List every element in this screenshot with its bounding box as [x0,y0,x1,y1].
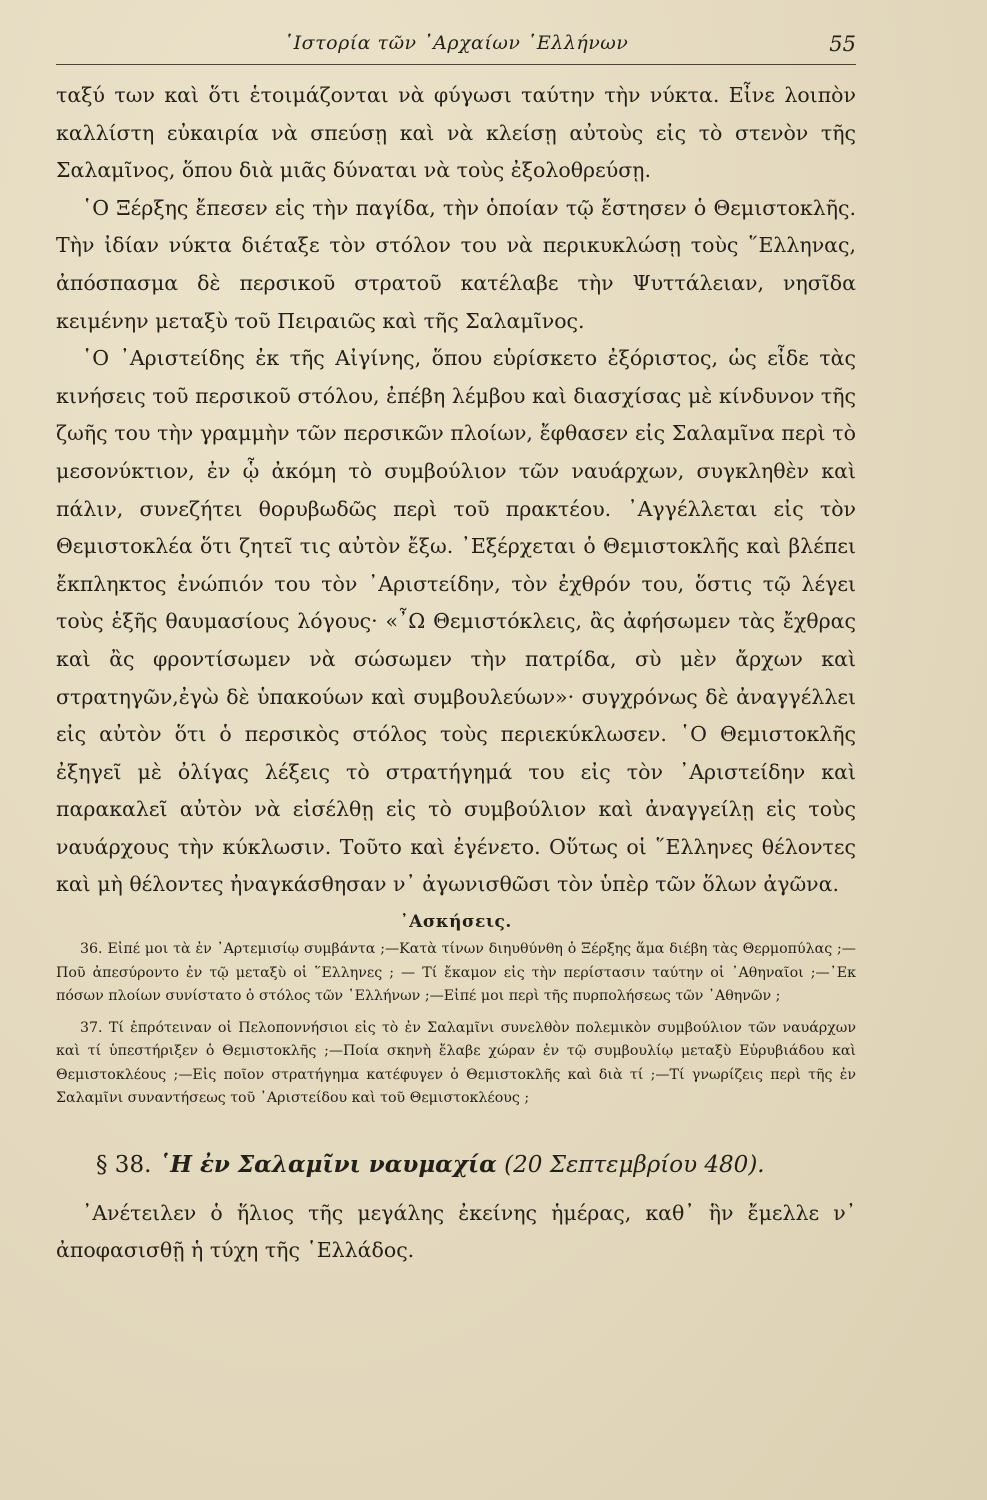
closing-paragraph: ᾿Ανέτειλεν ὁ ἥλιος τῆς μεγάλης ἐκείνης ἡμέρας, καθ᾿ ἣν ἔμελλε ν᾿ ἀποφασισθῇ ἡ τύχη τῆς ῾Ελλάδος. [56,1200,856,1262]
section-heading [96,1149,856,1181]
book-page [56,30,856,1269]
section-number: § 38. [96,1151,152,1178]
paragraph-3: ῾Ο ᾿Αριστείδης ἐκ τῆς Αἰγίνης, ὅπου εὑρίσκετο ἐξόριστος, ὡς εἶδε τὰς κινήσεις τοῦ περσικοῦ στόλου, ἐπέβη λέμβου καὶ διασχίσας μὲ κίνδυνον τῆς ζωῆς του τὴν γραμμὴν τῶν περσικῶν πλοίων, ἔφθασεν εἰς Σαλαμῖνα περὶ τὸ μεσονύκτιον, ἐν ᾧ ἀκόμη τὸ συμβούλιον τῶν ναυάρχων, συγκληθὲν καὶ πάλιν, συνεζήτει θορυβωδῶς περὶ τοῦ πρακτέου. ᾿Αγγέλλεται εἰς τὸν Θεμιστοκλέα ὅτι ζητεῖ τις αὐτὸν ἔξω. ᾿Εξέρχεται ὁ Θεμιστοκλῆς καὶ βλέπει ἔκπληκτος ἐνώπιόν του τὸν ᾿Αριστείδην, τὸν ἐχθρόν του, ὅστις τῷ λέγει τοὺς ἑξῆς θαυμασίους λόγους· «῏Ω Θεμιστόκλεις, ἂς ἀφήσωμεν τὰς ἔχθρας καὶ ἂς φροντίσωμεν νὰ σώσωμεν τὴν πατρίδα, σὺ μὲν ἄρχων καὶ στρατηγῶν,ἐγὼ δὲ ὑπακούων καὶ συμβουλεύων»· συγχρόνως δὲ ἀναγγέλλει εἰς αὐτὸν ὅτι ὁ περσικὸς στόλος τοὺς περιεκύκλωσεν. ῾Ο Θεμιστοκλῆς ἐξηγεῖ μὲ ὀλίγας λέξεις τὸ στρατήγημά του εἰς τὸν ᾿Αριστείδην καὶ παρακαλεῖ αὐτὸν νὰ εἰσέλθῃ εἰς τὸ συμβούλιον καὶ ἀναγγείλῃ εἰς τοὺς ναυάρχους τὴν κύκλωσιν. Τοῦτο καὶ ἐγένετο. Οὕτως οἱ ῞Ελληνες θέλοντες καὶ μὴ θέλοντες ἠναγκάσθησαν ν᾿ ἀγωνισθῶσι τὸν ὑπὲρ τῶν ὅλων ἀγῶνα. [56,346,856,897]
paragraph-1: ταξύ των καὶ ὅτι ἑτοιμάζονται νὰ φύγωσι ταύτην τὴν νύκτα. Εἶνε λοιπὸν καλλίστη εὐκαιρία νὰ σπεύσῃ καὶ νὰ κλείσῃ αὐτοὺς εἰς τὸ στενὸν τῆς Σαλαμῖνος, ὅπου διὰ μιᾶς δύναται νὰ τοὺς ἐξολοθρεύσῃ. [56,83,856,183]
running-head [56,30,856,65]
running-title: ῾Ιστορία τῶν ᾿Αρχαίων ῾Ελλήνων [283,32,629,54]
exercises-list [56,938,856,1111]
exercise-36: 36. Εἰπέ μοι τὰ ἐν ᾿Αρτεμισίῳ συμβάντα ;—Κατὰ τίνων διηυθύνθη ὁ Ξέρξης ἅμα διέβη τὰς Θερμοπύλας ;—Ποῦ ἀπεσύροντο ἐν τῷ μεταξὺ οἱ ῞Ελληνες ; — Τί ἔκαμον εἰς τὴν περίστασιν ταύτην οἱ ᾿Αθηναῖοι ;—᾿Εκ πόσων πλοίων συνίστατο ὁ στόλος τῶν ῾Ελλήνων ;—Εἰπέ μοι περὶ τῆς πυρπολήσεως τῶν ᾿Αθηνῶν ; [56,941,856,1005]
exercise-37: 37. Τί ἐπρότειναν οἱ Πελοποννήσιοι εἰς τὸ ἐν Σαλαμῖνι συνελθὸν πολεμικὸν συμβούλιον τῶν ναυάρχων καὶ τί ὑπεστήριξεν ὁ Θεμιστοκλῆς ;—Ποία σκηνὴ ἔλαβε χώραν ἐν τῷ συμβουλίῳ μεταξὺ Εὐρυβιάδου καὶ Θεμιστοκλέους ;—Εἰς ποῖον στρατήγημα κατέφυγεν ὁ Θεμιστοκλῆς καὶ διὰ τί ;—Τί γνωρίζεις περὶ τῆς ἐν Σαλαμῖνι συναντήσεως τοῦ ᾿Αριστείδου καὶ τοῦ Θεμιστοκλέους ; [56,1019,856,1107]
paragraph-2: ῾Ο Ξέρξης ἔπεσεν εἰς τὴν παγίδα, τὴν ὁποίαν τῷ ἔστησεν ὁ Θεμιστοκλῆς. Τὴν ἰδίαν νύκτα διέταξε τὸν στόλον του νὰ περικυκλώσῃ τοὺς ῞Ελληνας, ἀπόσπασμα δὲ περσικοῦ στρατοῦ κατέλαβε τὴν Ψυττάλειαν, νησῖδα κειμένην μεταξὺ τοῦ Πειραιῶς καὶ τῆς Σαλαμῖνος. [56,195,856,333]
section-date: (20 Σεπτεμβρίου 480). [504,1151,765,1178]
exercises-heading: ᾿Ασκήσεις. [400,912,512,933]
section-title: ῾Η ἐν Σαλαμῖνι ναυμαχία [158,1150,497,1178]
body-text [56,77,856,904]
page-number: 55 [829,32,856,56]
